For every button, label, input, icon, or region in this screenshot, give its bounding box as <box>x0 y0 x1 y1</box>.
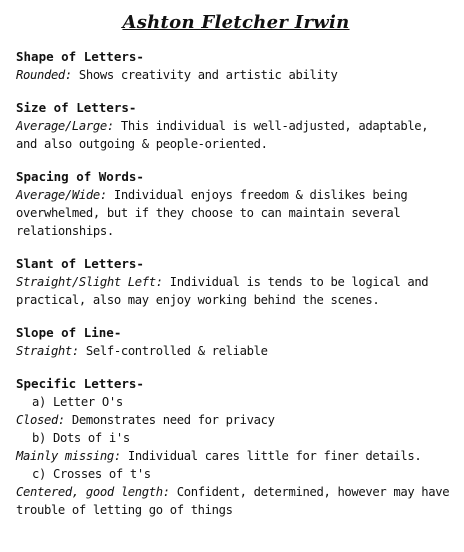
section-heading: Slant of Letters- <box>16 256 144 271</box>
specific-item-label: b) Dots of i's <box>32 431 130 445</box>
section-text: This individual is well-adjusted, adaptable, and also outgoing & people-oriented. <box>16 119 429 151</box>
section-term: Average/Large: <box>16 119 114 133</box>
specific-item-description <box>16 483 456 519</box>
specific-item-label: c) Crosses of t's <box>32 467 151 481</box>
section-shape-of-letters <box>16 48 456 84</box>
section-heading: Size of Letters- <box>16 100 137 115</box>
section-heading: Shape of Letters- <box>16 49 144 64</box>
page-title: Ashton Fletcher Irwin <box>122 12 350 33</box>
section-term: Straight: <box>16 344 79 358</box>
section-spacing-of-words <box>16 168 456 240</box>
section-term: Straight/Slight Left: <box>16 275 163 289</box>
section-description <box>16 66 456 84</box>
specific-item-term: Mainly missing: <box>16 449 121 463</box>
specific-item-description <box>16 411 456 429</box>
section-size-of-letters <box>16 99 456 153</box>
specific-item-term: Centered, good length: <box>16 485 170 499</box>
section-slant-of-letters <box>16 255 456 309</box>
section-specific-letters <box>16 375 456 519</box>
section-description <box>16 186 456 240</box>
specific-item-description <box>16 447 456 465</box>
section-text: Individual enjoys freedom & dislikes being overwhelmed, but if they choose to can maintain several relationships. <box>16 188 408 238</box>
section-heading: Slope of Line- <box>16 325 122 340</box>
section-heading: Spacing of Words- <box>16 169 144 184</box>
section-term: Average/Wide: <box>16 188 107 202</box>
section-term: Rounded: <box>16 68 72 82</box>
section-description <box>16 342 456 360</box>
section-text: Self-controlled & reliable <box>85 344 268 358</box>
specific-item-text: Confident, determined, however may have trouble of letting go of things <box>16 485 450 517</box>
section-description <box>16 273 456 309</box>
specific-item-label: a) Letter O's <box>32 395 123 409</box>
section-description <box>16 117 456 153</box>
section-heading: Specific Letters- <box>16 376 144 391</box>
section-text: Individual is tends to be logical and practical, also may enjoy working behind the scenes. <box>16 275 429 307</box>
section-slope-of-line <box>16 324 456 360</box>
specific-item-text: Demonstrates need for privacy <box>71 413 275 427</box>
section-text: Shows creativity and artistic ability <box>78 68 338 82</box>
specific-item-text: Individual cares little for finer details. <box>127 449 422 463</box>
specific-item-term: Closed: <box>16 413 65 427</box>
